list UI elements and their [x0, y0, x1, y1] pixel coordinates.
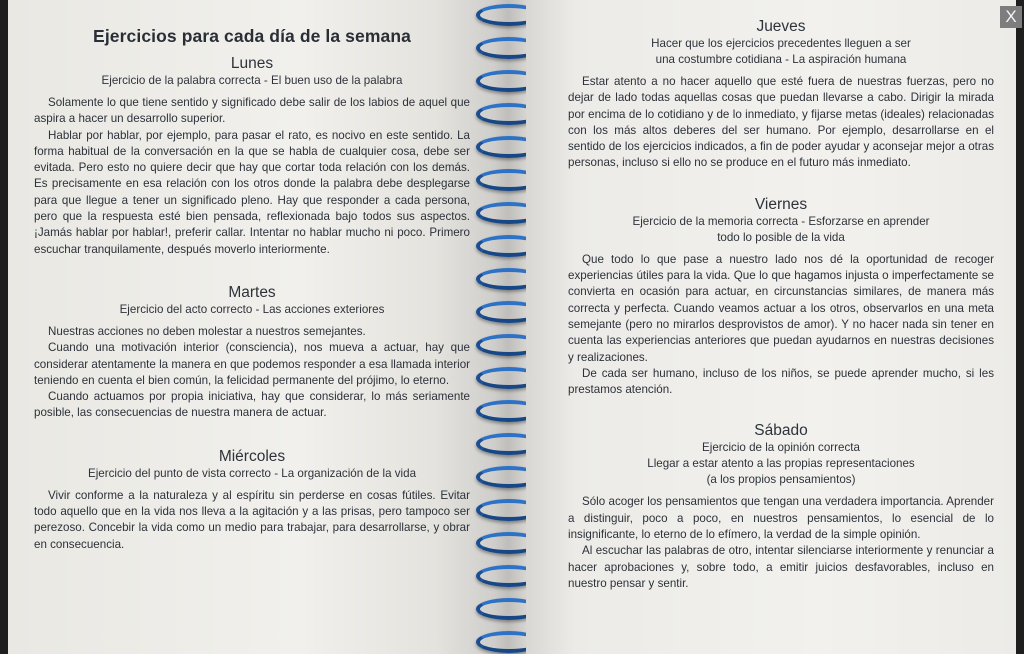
exercise-subtitle: [568, 440, 994, 488]
body-paragraph: Al escuchar las palabras de otro, intentar silenciarse interiormente y renunciar a hacer aprobaciones y, sobre todo, a emitir juicios desfavorables, incluso en nuestro pensar y sentir.: [568, 544, 994, 590]
subtitle-line: Ejercicio del punto de vista correcto - La organización de la vida: [87, 466, 417, 480]
day-section-jueves: [568, 18, 994, 172]
right-sections: [568, 18, 994, 592]
subtitle-line: Ejercicio del acto correcto - Las acciones exteriores: [119, 302, 385, 316]
exercise-subtitle: [568, 36, 994, 68]
exercise-subtitle: [34, 302, 470, 318]
subtitle-line: Llegar a estar atento a las propias representaciones: [647, 457, 915, 471]
page-title: Ejercicios para cada día de la semana: [93, 26, 411, 46]
left-sections: [34, 55, 470, 553]
subtitle-line: (a los propios pensamientos): [706, 473, 856, 487]
day-section-viernes: [568, 196, 994, 399]
exercise-subtitle: [34, 466, 470, 482]
close-button[interactable]: X: [1000, 6, 1022, 28]
day-heading: Jueves: [756, 18, 806, 35]
body-paragraph: Cuando una motivación interior (consciencia), nos mueva a actuar, hay que considerar atentamente la manera en que podemos responder a esa llamada interior teniendo en cuenta el bien común, la felicidad permanente del prójimo, lo eterno.: [34, 341, 470, 387]
subtitle-line: todo lo posible de la vida: [717, 230, 845, 244]
exercise-subtitle: [568, 214, 994, 246]
day-section-sábado: [568, 422, 994, 592]
subtitle-line: Ejercicio de la opinión correcta: [702, 441, 860, 455]
day-section-martes: [34, 284, 470, 422]
right-page: [526, 0, 1016, 654]
day-section-miércoles: [34, 448, 470, 553]
day-heading: Miércoles: [218, 447, 286, 465]
body-paragraph: Que todo lo que pase a nuestro lado nos dé la oportunidad de recoger experiencias útiles para la vida. Que lo que hagamos injusta o imperfectamente se convierta en ocasión para actuar, en circunstancias similares, de manera más correcta y perfecta. Cuando veamos actuar a los otros, observarlos en una meta semejante (pero no mirarlos desprovistos de amor). Y no hacer nada sin tener en cuenta las experiencias anteriores que puedan ayudarnos en nuestras decisiones y realizaciones.: [568, 252, 994, 364]
left-page: [8, 0, 494, 654]
body-paragraph: Cuando actuamos por propia iniciativa, hay que considerar, lo más seriamente posible, las consecuencias de nuestra manera de actuar.: [34, 390, 470, 420]
subtitle-line: una costumbre cotidiana - La aspiración humana: [655, 53, 907, 66]
day-heading: Martes: [228, 283, 276, 301]
day-heading: Viernes: [754, 195, 808, 213]
subtitle-line: Ejercicio de la palabra correcta - El buen uso de la palabra: [101, 74, 403, 87]
body-paragraph: Estar atento a no hacer aquello que esté fuera de nuestras fuerzas, pero no dejar de lado todas aquellas cosas que puedan llevarse a cabo. Dirigir la mirada por encima de lo cotidiano y de lo inmediato, y fijarse metas (ideales) relacionadas con los más altos deberes del ser humano. Por ejemplo, desarrollarse en el sentido de los ejercicios indicados, a fin de poder ayudar y aconsejar mejor a otras personas, incluso si ello no se produce en el futuro más inmediato.: [568, 75, 994, 170]
body-paragraph: Nuestras acciones no deben molestar a nuestros semejantes.: [48, 324, 366, 338]
body-paragraph: De cada ser humano, incluso de los niños, se puede aprender mucho, si les prestamos atención.: [568, 366, 994, 397]
open-book: [8, 0, 1016, 654]
subtitle-line: Hacer que los ejercicios precedentes lleguen a ser: [651, 37, 911, 50]
body-paragraph: Solamente lo que tiene sentido y significado debe salir de los labios de aquel que aspira a hacer un desarrollo superior.: [34, 96, 470, 126]
body-paragraph: Hablar por hablar, por ejemplo, para pasar el rato, es nocivo en este sentido. La forma habitual de la conversación en la que se habla de cualquier cosa, debe ser evitada. Pero esto no quiere decir que hay que cortar toda relación con los demás. Es precisamente en esa relación con los otros donde la palabra debe desplegarse para que llegue a tener un significado pleno. Hay que responder a cada persona, pero que la respuesta esté bien pensada, reflexionada bajo todos sus aspectos. ¡Jamás hablar por hablar!, preferir callar. Intentar no hablar mucho ni poco. Primero escuchar tranquilamente, después moverlo interiormente.: [34, 128, 470, 256]
subtitle-line: Ejercicio de la memoria correcta - Esforzarse en aprender: [632, 214, 930, 228]
body-paragraph: Vivir conforme a la naturaleza y al espíritu sin perderse en cosas fútiles. Evitar todo aquello que en la vida nos lleva a la agitación y a las prisas, pero tampoco ser perezoso. Concebir la vida como un medio para trabajar, para desarrollarse, y obrar en consecuencia.: [34, 488, 470, 551]
day-section-lunes: [34, 55, 470, 258]
body-paragraph: Sólo acoger los pensamientos que tengan una verdadera importancia. Aprender a distinguir, poco a poco, en nuestros pensamientos, lo esencial de lo insignificante, lo eterno de lo efímero, la verdad de la simple opinión.: [568, 495, 994, 542]
spiral-binding: [494, 0, 526, 654]
exercise-subtitle: [34, 73, 470, 89]
day-heading: Sábado: [754, 422, 808, 440]
day-heading: Lunes: [230, 55, 274, 72]
